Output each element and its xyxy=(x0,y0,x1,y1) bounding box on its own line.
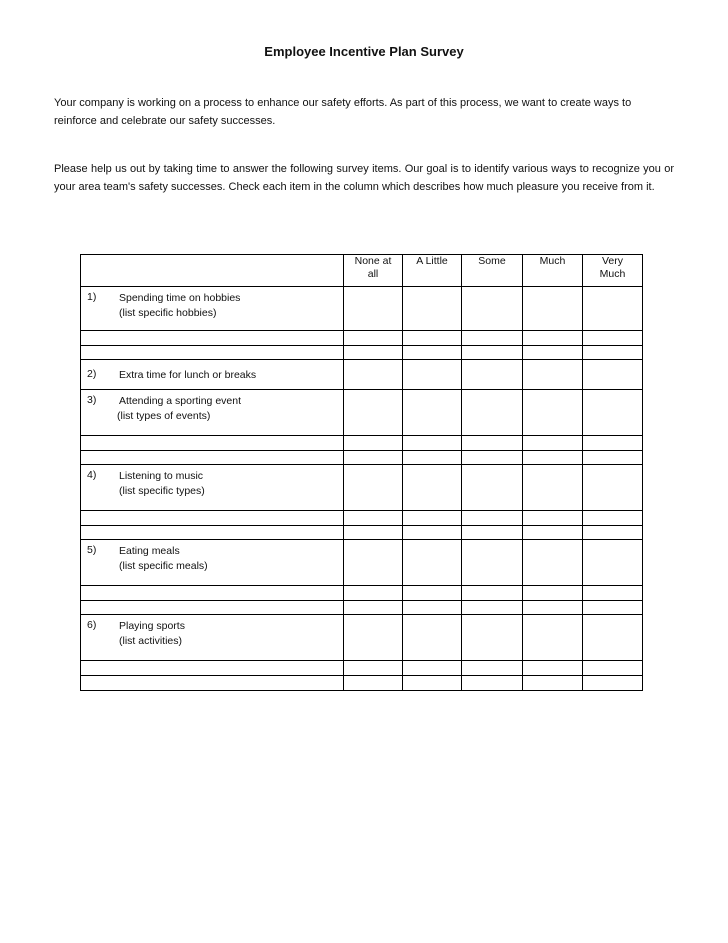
write-in-cell[interactable] xyxy=(81,511,344,526)
column-header-a-little: A Little xyxy=(403,255,462,287)
table-row xyxy=(81,346,643,360)
checkbox-cell[interactable] xyxy=(403,390,462,436)
checkbox-cell[interactable] xyxy=(403,436,462,451)
table-row xyxy=(81,287,643,331)
item-label: Spending time on hobbies xyxy=(119,292,241,304)
checkbox-cell[interactable] xyxy=(462,615,523,661)
survey-item-6 xyxy=(81,615,344,661)
item-number: 3) xyxy=(87,394,97,406)
table-row xyxy=(81,465,643,511)
checkbox-cell[interactable] xyxy=(344,331,403,346)
write-in-cell[interactable] xyxy=(81,586,344,601)
checkbox-cell[interactable] xyxy=(523,586,583,601)
table-row xyxy=(81,601,643,615)
column-header-none-at-all: None at all xyxy=(344,255,403,287)
item-label: Eating meals xyxy=(119,545,180,557)
survey-item-3 xyxy=(81,390,344,436)
survey-item-2 xyxy=(81,360,344,390)
item-label: Playing sports xyxy=(119,620,185,632)
table-row xyxy=(81,451,643,465)
page-title: Employee Incentive Plan Survey xyxy=(264,44,464,59)
checkbox-cell[interactable] xyxy=(583,661,643,676)
table-row xyxy=(81,360,643,390)
intro-paragraph: Your company is working on a process to enhance our safety efforts. As part of this process, we want to create ways to reinforce and celebrate our safety successes. xyxy=(54,97,632,127)
table-row xyxy=(81,526,643,540)
checkbox-cell[interactable] xyxy=(583,586,643,601)
survey-item-1 xyxy=(81,287,344,331)
checkbox-cell[interactable] xyxy=(403,661,462,676)
item-label: Extra time for lunch or breaks xyxy=(119,369,257,381)
checkbox-cell[interactable] xyxy=(344,287,403,331)
item-label: Listening to music xyxy=(119,470,204,482)
checkbox-cell[interactable] xyxy=(462,360,523,390)
checkbox-cell[interactable] xyxy=(583,390,643,436)
checkbox-cell[interactable] xyxy=(523,661,583,676)
checkbox-cell[interactable] xyxy=(523,465,583,511)
item-number: 4) xyxy=(87,469,97,481)
survey-item-4 xyxy=(81,465,344,511)
write-in-cell[interactable] xyxy=(81,436,344,451)
column-header-very-much: Very Much xyxy=(583,255,643,287)
checkbox-cell[interactable] xyxy=(344,465,403,511)
checkbox-cell[interactable] xyxy=(403,511,462,526)
item-number: 6) xyxy=(87,619,97,631)
table-row xyxy=(81,615,643,661)
checkbox-cell[interactable] xyxy=(462,287,523,331)
checkbox-cell[interactable] xyxy=(403,360,462,390)
item-sublabel: (list types of events) xyxy=(117,410,211,422)
table-row xyxy=(81,331,643,346)
checkbox-cell[interactable] xyxy=(344,540,403,586)
checkbox-cell[interactable] xyxy=(403,331,462,346)
item-sublabel: (list specific hobbies) xyxy=(119,307,217,319)
write-in-cell[interactable] xyxy=(81,661,344,676)
checkbox-cell[interactable] xyxy=(523,331,583,346)
checkbox-cell[interactable] xyxy=(523,390,583,436)
checkbox-cell[interactable] xyxy=(344,661,403,676)
survey-table xyxy=(80,254,643,691)
checkbox-cell[interactable] xyxy=(462,676,523,691)
checkbox-cell[interactable] xyxy=(403,465,462,511)
checkbox-cell[interactable] xyxy=(583,436,643,451)
checkbox-cell[interactable] xyxy=(403,676,462,691)
checkbox-cell[interactable] xyxy=(462,436,523,451)
item-number: 2) xyxy=(87,368,97,380)
instructions-paragraph: Please help us out by taking time to answer the following survey items. Our goal is to identify various ways to recognize you or your area team's safety successes. Check each item in the column which describes how much pleasure you receive from it. xyxy=(54,163,674,193)
checkbox-cell[interactable] xyxy=(462,511,523,526)
table-row xyxy=(81,511,643,526)
column-header-some: Some xyxy=(462,255,523,287)
table-row xyxy=(81,676,643,691)
checkbox-cell[interactable] xyxy=(583,331,643,346)
table-row xyxy=(81,586,643,601)
checkbox-cell[interactable] xyxy=(523,511,583,526)
checkbox-cell[interactable] xyxy=(583,465,643,511)
checkbox-cell[interactable] xyxy=(403,615,462,661)
checkbox-cell[interactable] xyxy=(583,676,643,691)
table-header-row xyxy=(81,255,643,287)
write-in-cell[interactable] xyxy=(81,676,344,691)
checkbox-cell[interactable] xyxy=(523,676,583,691)
checkbox-cell[interactable] xyxy=(462,586,523,601)
item-label: Attending a sporting event xyxy=(119,395,242,407)
item-sublabel: (list specific meals) xyxy=(119,560,208,572)
checkbox-cell[interactable] xyxy=(344,615,403,661)
write-in-cell[interactable] xyxy=(81,331,344,346)
item-sublabel: (list activities) xyxy=(119,635,183,647)
table-row xyxy=(81,436,643,451)
checkbox-cell[interactable] xyxy=(344,436,403,451)
checkbox-cell[interactable] xyxy=(583,360,643,390)
checkbox-cell[interactable] xyxy=(583,511,643,526)
checkbox-cell[interactable] xyxy=(583,287,643,331)
checkbox-cell[interactable] xyxy=(344,676,403,691)
checkbox-cell[interactable] xyxy=(583,540,643,586)
checkbox-cell[interactable] xyxy=(523,287,583,331)
checkbox-cell[interactable] xyxy=(523,436,583,451)
checkbox-cell[interactable] xyxy=(344,511,403,526)
checkbox-cell[interactable] xyxy=(344,586,403,601)
checkbox-cell[interactable] xyxy=(344,390,403,436)
checkbox-cell[interactable] xyxy=(523,360,583,390)
table-row xyxy=(81,540,643,586)
survey-item-5 xyxy=(81,540,344,586)
checkbox-cell[interactable] xyxy=(462,331,523,346)
checkbox-cell[interactable] xyxy=(403,540,462,586)
table-row xyxy=(81,661,643,676)
checkbox-cell[interactable] xyxy=(462,390,523,436)
table-row xyxy=(81,390,643,436)
item-sublabel: (list specific types) xyxy=(119,485,205,497)
checkbox-cell[interactable] xyxy=(523,540,583,586)
checkbox-cell[interactable] xyxy=(462,465,523,511)
item-number: 5) xyxy=(87,544,97,556)
checkbox-cell[interactable] xyxy=(462,661,523,676)
checkbox-cell[interactable] xyxy=(462,540,523,586)
checkbox-cell[interactable] xyxy=(523,615,583,661)
column-header-much: Much xyxy=(523,255,583,287)
checkbox-cell[interactable] xyxy=(403,586,462,601)
checkbox-cell[interactable] xyxy=(583,615,643,661)
checkbox-cell[interactable] xyxy=(344,360,403,390)
checkbox-cell[interactable] xyxy=(403,287,462,331)
item-number: 1) xyxy=(87,291,97,303)
